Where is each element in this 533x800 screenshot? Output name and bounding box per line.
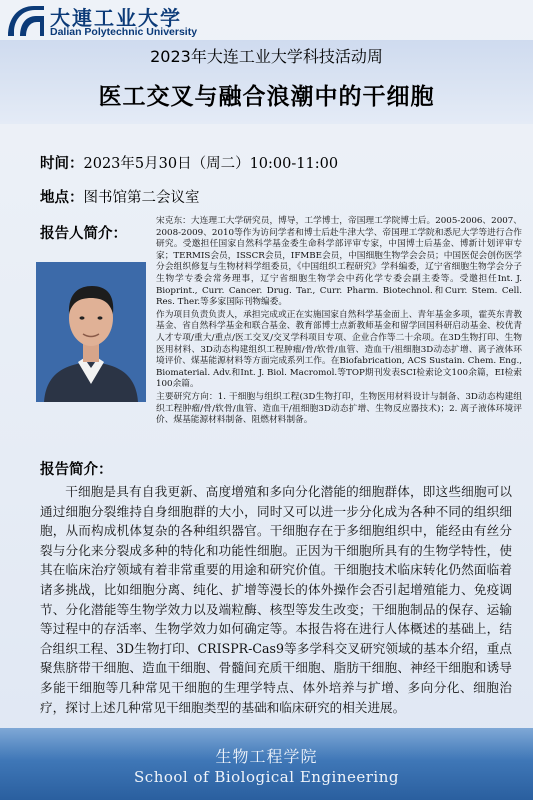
school-name-chinese: 生物工程学院 <box>215 747 318 766</box>
bio-paragraph: 主要研究方向：1. 干细胞与组织工程(3D生物打印，生物医用材料设计与制备、3D动态构建组织工程肿瘤/骨/软骨/血管、造血干/祖细胞3D动态扩增、生物反应器技术)；2. 离子液体环境评价、煤基能源材料制备、阻燃材料制备。 <box>156 391 522 426</box>
speaker-bio <box>156 216 522 428</box>
speaker-photo <box>36 262 146 402</box>
abstract-text: 干细胞是具有自我更新、高度增殖和多向分化潜能的细胞群体，即这些细胞可以通过细胞分裂维持自身细胞群的大小，同时又可以进一步分化成为各种不同的组织细胞，从而构成机体复杂的各种组织器官。干细胞存在于多细胞组织中，能经由有丝分裂与分化来分裂成多种的特化和功能性细胞。正因为干细胞所具有的生物学特性，使其在临床治疗领域有着非常重要的用途和研究价值。干细胞技术临床转化仍然面临着诸多挑战，比如细胞分离、纯化、扩增等漫长的体外操作会否引起增殖能力、免疫调节、分化潜能等生物学效力以及端粒酶、核型等发生改变；干细胞制品的保存、运输等过程中的存活率、生物学效力如何确定等。本报告将在进行人体概述的基础上，结合组织工程、3D生物打印、CRISPR-Cas9等多学科交叉研究领域的基本介绍，重点聚焦脐带干细胞、造血干细胞、骨髓间充质干细胞、脂肪干细胞、神经干细胞和诱导多能干细胞等几种常见干细胞的生理学特点、体外培养与扩增、多向分化、细胞治疗，探讨上述几种常见干细胞类型的基础和临床研究的相关进展。 <box>40 484 512 715</box>
time-value: 2023年5月30日（周二）10:00-11:00 <box>83 156 339 172</box>
school-name-english: School of Biological Engineering <box>134 768 399 786</box>
bio-paragraph: 作为项目负责负责人，承担完成或正在实施国家自然科学基金面上、青年基金多项，霍英东青教基金、省自然科学基金和联合基金、教育部博士点新教师基金和留学回国科研启动基金、校优青人才专项/重大/重点/医工交叉/交叉学科项目专项、企业合作等二十余项。在3D生物打印、生物医用材料、3D动态构建组织工程肿瘤/骨/软骨/血管、造血干/祖细胞3D动态扩增、离子液体环境评价、煤基能源材料等方面完成系列工作。在Biofabrication, ACS Sustain. Chem. Eng., Biomaterial. Adv.和Int. J. Biol. Macromol.等TOP期刊发表SCI检索论文100余篇，EI检索100余篇。 <box>156 309 522 390</box>
bio-paragraph: 宋克东：大连理工大学研究员，博导，工学博士，帝国理工学院博士后。2005-2006、2007、2008-2009、2010等作为访问学者和博士后赴牛津大学、帝国理工学院和悉尼大学等进行合作研究。受邀担任国家自然科学基金委生命科学部评审专家，中国博士后基金、博新计划评审专家；TERMIS会员，ISSCR会员，IFMBE会员，中国细胞生物学会会员；中国医促会创伤医学分会组织修复与生物材料学组委员，《中国组织工程研究》学科编委，辽宁省细胞生物学会分子生物学专委会常务理事，辽宁省细胞生物学会中药化学专委会副主委等。受邀担任Int. J. Bioprint., Curr. Cancer. Drug. Tar., Curr. Pharm. Biotechnol.和Curr. Stem. Cell. Res. Ther.等多家国际刊物编委。 <box>156 216 522 308</box>
abstract-heading: 报告简介： <box>40 462 113 478</box>
speaker-portrait-icon <box>36 262 146 402</box>
reporter-heading: 报告人简介： <box>40 226 127 242</box>
place-label: 地点： <box>40 190 84 206</box>
time-row <box>40 152 338 173</box>
event-subtitle: 2023年大连工业大学科技活动周 <box>150 47 383 66</box>
logo-chinese-name: 大連工业大学 <box>50 6 182 30</box>
university-emblem-icon <box>4 2 48 40</box>
lecture-title: 医工交叉与融合浪潮中的干细胞 <box>98 84 435 110</box>
university-logo <box>4 2 244 40</box>
time-label: 时间： <box>40 156 84 172</box>
place-row <box>40 186 200 207</box>
logo-english-name: Dalian Polytechnic University <box>50 26 198 38</box>
place-value: 图书馆第二会议室 <box>83 190 200 206</box>
